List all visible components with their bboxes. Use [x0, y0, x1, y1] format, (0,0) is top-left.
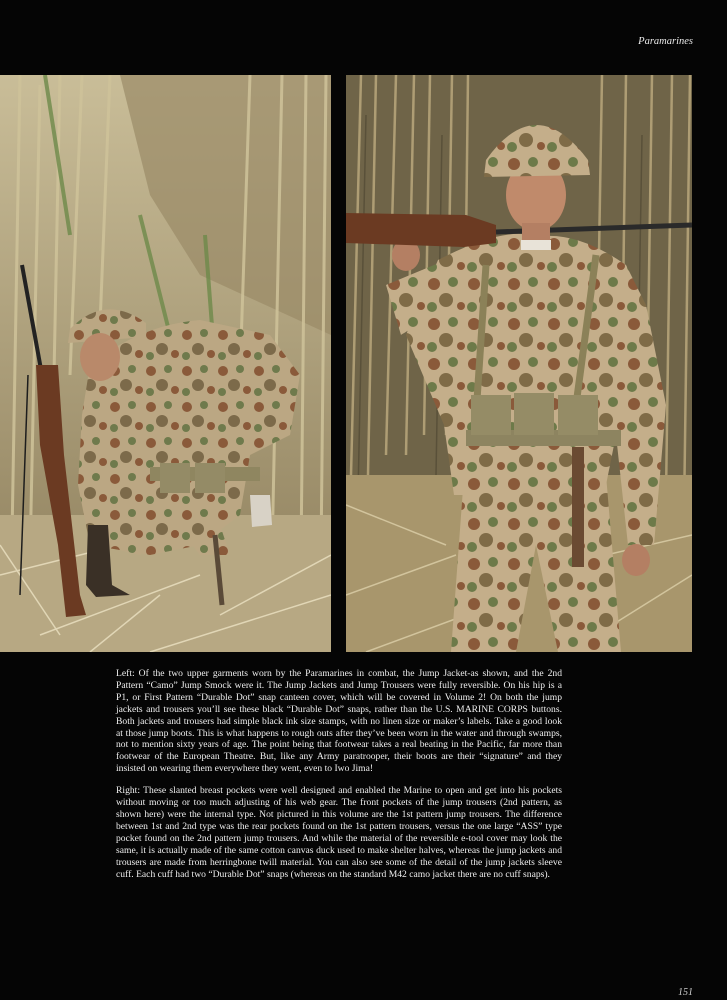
- photo-left-illustration: [0, 75, 331, 652]
- running-header: Paramarines: [638, 36, 693, 47]
- photo-captions: [116, 668, 562, 890]
- photo-left-kneeling-marine: [0, 75, 331, 652]
- photo-right-standing-marine: [346, 75, 692, 652]
- caption-right: Right: These slanted breast pockets were well designed and enabled the Marine to open and get into his pockets without moving or too much adjusting of his web gear. The front pockets of the jump trousers (2nd pattern, as shown here) were the internal type. Not pictured in this volume are the 1st pattern jump trousers. The difference between 1st and 2nd type was the rear pockets found on the 1st pattern trousers, versus the one large “ASS” type pocket found on the 2nd pattern jump trousers. And while the material of the reversible e-tool cover may look the same, it is actually made of the same cotton canvas duck used to make shelter halves, whereas the jump jackets and trousers are made from herringbone twill material. You can also see some of the detail of the jump jackets sleeve cuff. Each cuff had two “Durable Dot” snaps (whereas on the standard M42 camo jacket there are no cuff snaps).: [116, 785, 562, 880]
- photo-right-illustration: [346, 75, 692, 652]
- caption-left: Left: Of the two upper garments worn by the Paramarines in combat, the Jump Jacket-as shown, and the 2nd Pattern “Camo” Jump Smock were it. The Jump Jackets and Jump Trousers were fully reversible. On his hip is a P1, or First Pattern “Durable Dot” snap canteen cover, which will be covered in Volume 2! On both the jump jackets and trousers you’ll see these black “Durable Dot” snaps, rather than the U.S. MARINE CORPS buttons. Both jackets and trousers had simple black ink size stamps, with no linen size or maker’s labels. Take a good look at those jump boots. This is what happens to rough outs after they’ve been worn in the water and through swamps, not to mention sixty years of age. The point being that footwear takes a real beating in the Pacific, far more than footwear of the European Theatre. But, like any Army paratrooper, their boots are their “signature” and they insisted on wearing them everywhere they went, even to Iwo Jima!: [116, 668, 562, 775]
- page-number: 151: [678, 987, 693, 998]
